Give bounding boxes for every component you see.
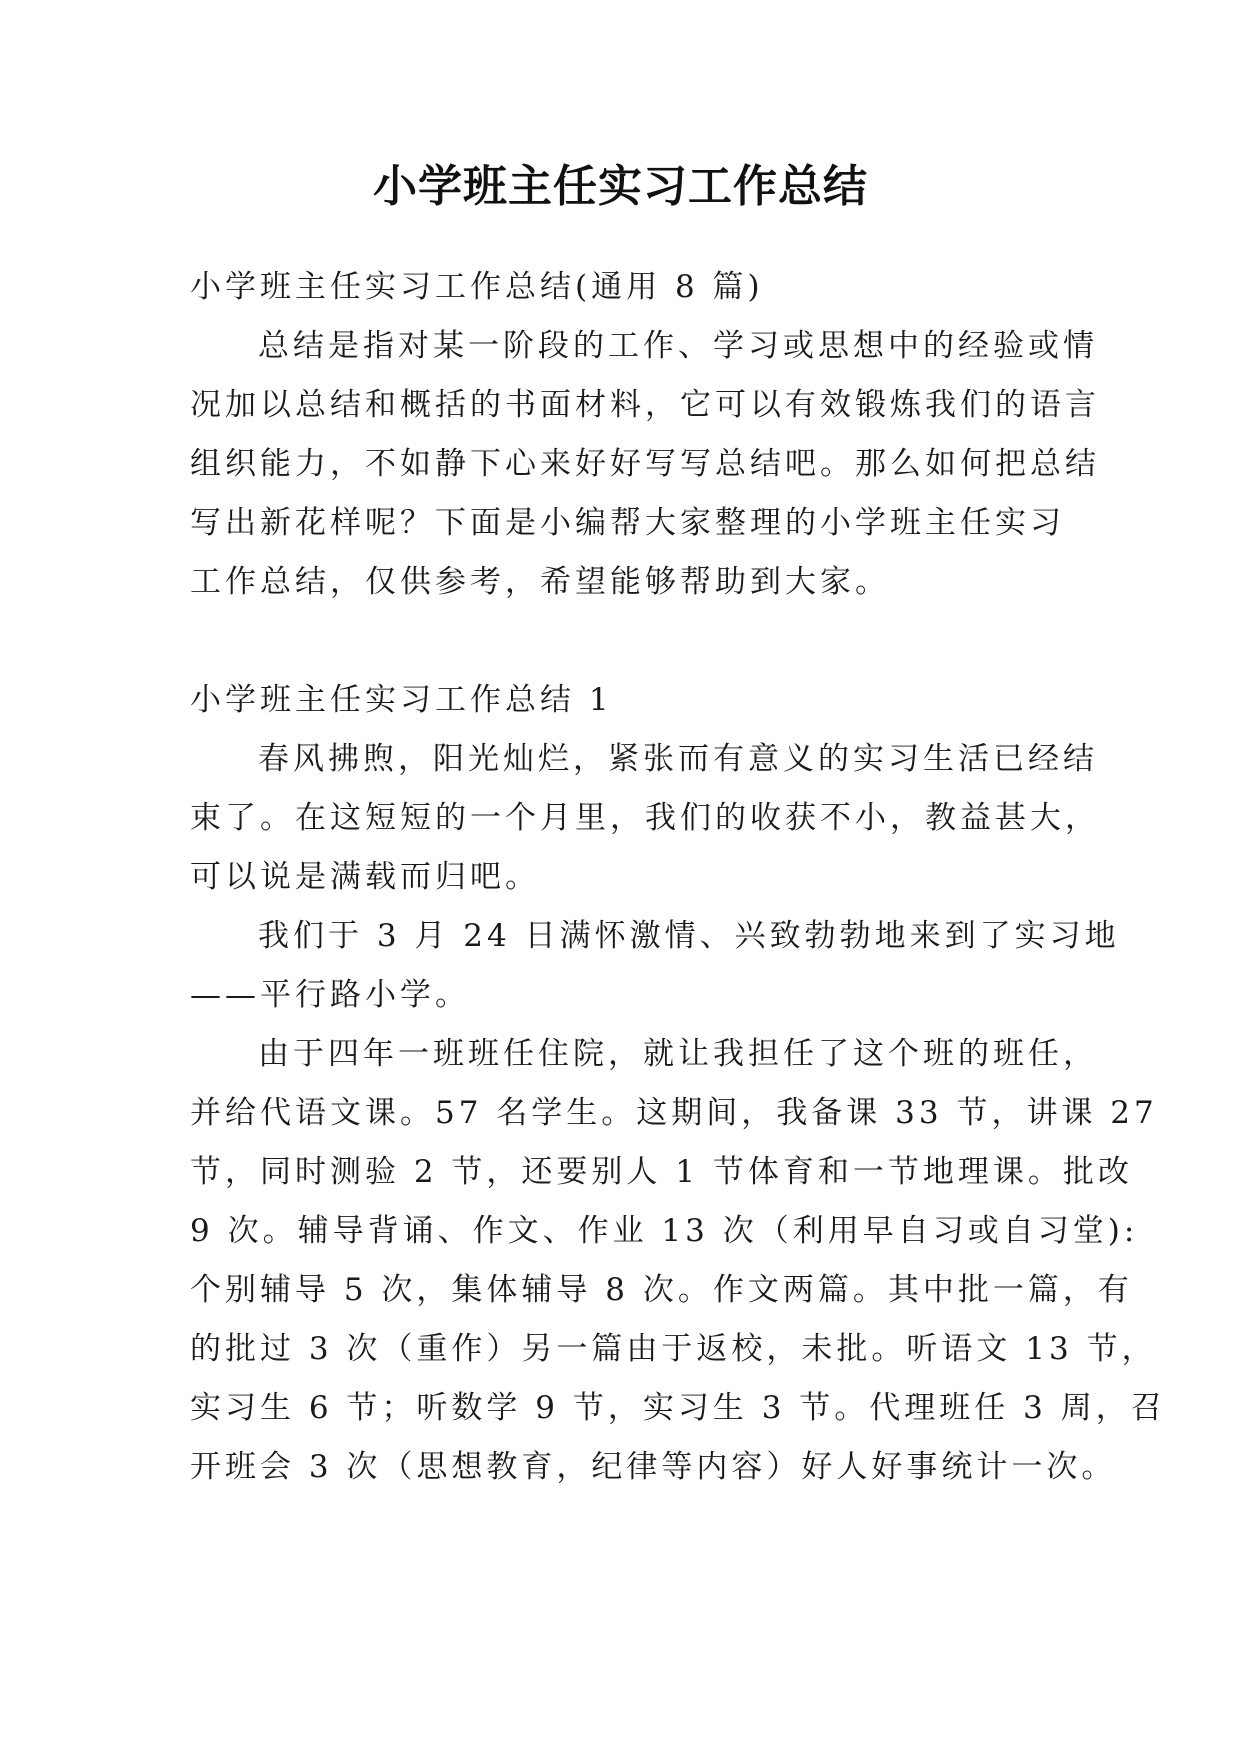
paragraph-line: 的批过 3 次（重作）另一篇由于返校，未批。听语文 13 节， [190, 1331, 1157, 1367]
section-subtitle: 小学班主任实习工作总结(通用 8 篇) [190, 269, 764, 305]
paragraph-line: 况加以总结和概括的书面材料，它可以有效锻炼我们的语言 [190, 387, 1100, 423]
paragraph-line: 实习生 6 节；听数学 9 节，实习生 3 节。代理班任 3 周，召 [190, 1390, 1166, 1426]
paragraph-line: 开班会 3 次（思想教育，纪律等内容）好人好事统计一次。 [190, 1449, 1117, 1485]
paragraph-line: 节，同时测验 2 节，还要别人 1 节体育和一节地理课。批改 [190, 1154, 1133, 1190]
paragraph-line: 个别辅导 5 次，集体辅导 8 次。作文两篇。其中批一篇，有 [190, 1272, 1133, 1308]
paragraph-line: 9 次。辅导背诵、作文、作业 13 次（利用早自习或自习堂): [190, 1213, 1139, 1249]
paragraph-line: 写出新花样呢？下面是小编帮大家整理的小学班主任实习 [190, 505, 1065, 541]
page-title: 小学班主任实习工作总结 [373, 161, 868, 212]
paragraph-line: ——平行路小学。 [190, 977, 470, 1013]
paragraph-line: 组织能力，不如静下心来好好写写总结吧。那么如何把总结 [190, 446, 1100, 482]
paragraph-line: 并给代语文课。57 名学生。这期间，我备课 33 节，讲课 27 [190, 1095, 1158, 1131]
summary-section-1 [190, 671, 1166, 1497]
paragraph-line: 我们于 3 月 24 日满怀激情、兴致勃勃地来到了实习地 [258, 918, 1120, 954]
intro-section [190, 258, 1100, 612]
paragraph-line: 春风拂煦，阳光灿烂，紧张而有意义的实习生活已经结 [258, 741, 1098, 777]
section-subtitle: 小学班主任实习工作总结 1 [190, 682, 613, 718]
paragraph-line: 束了。在这短短的一个月里，我们的收获不小，教益甚大， [190, 800, 1100, 836]
paragraph-line: 可以说是满载而归吧。 [190, 859, 540, 895]
paragraph-line: 总结是指对某一阶段的工作、学习或思想中的经验或情 [258, 328, 1098, 364]
paragraph-line: 由于四年一班班任住院，就让我担任了这个班的班任， [258, 1036, 1098, 1072]
paragraph-line: 工作总结，仅供参考，希望能够帮助到大家。 [190, 564, 890, 600]
